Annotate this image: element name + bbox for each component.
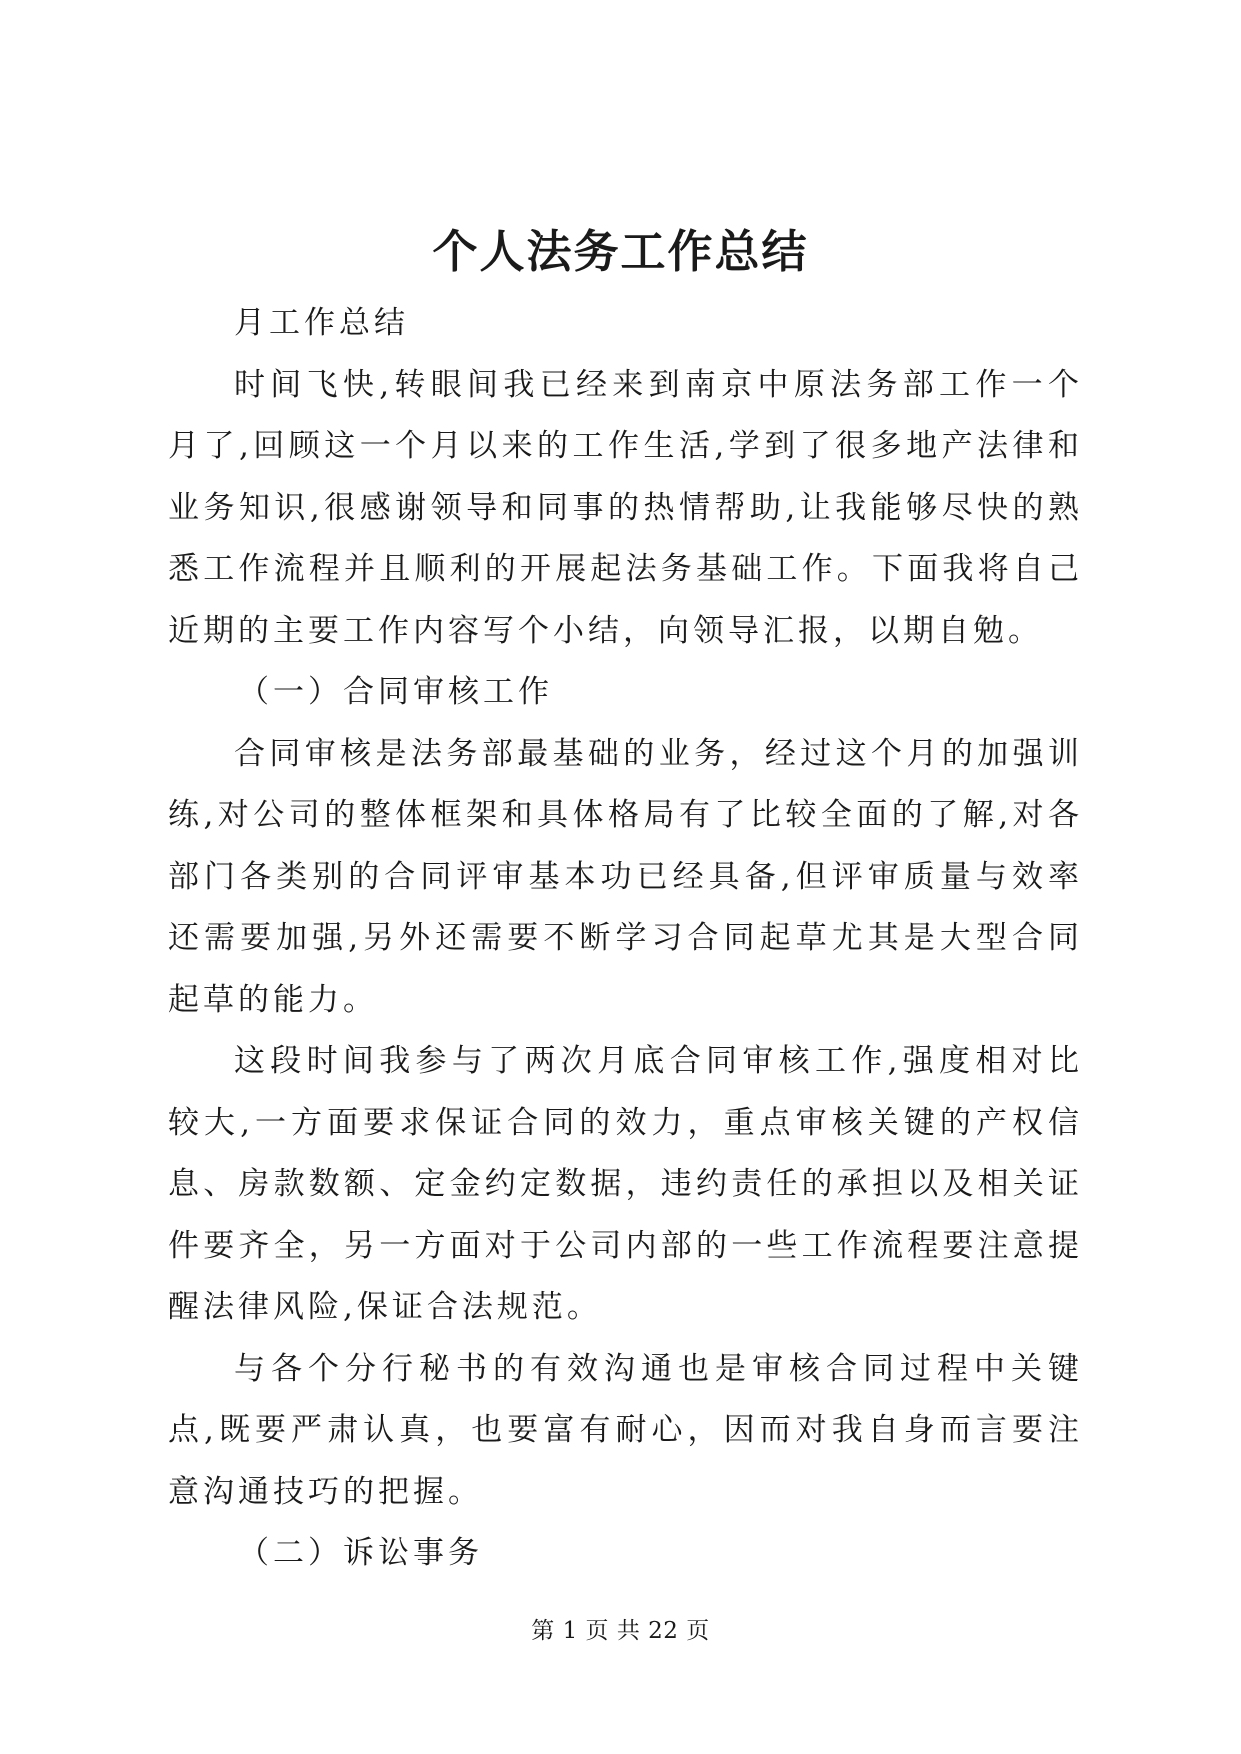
paragraph-contract-review: 合同审核是法务部最基础的业务，经过这个月的加强训练,对公司的整体框架和具体格局有了比较全面的了解,对各部门各类别的合同评审基本功已经具备,但评审质量与效率还需要加强,另外还需要不断学习合同起草尤其是大型合同起草的能力。 — [168, 735, 1083, 1018]
page-number-footer: 第 1 页 共 22 页 — [531, 1618, 710, 1644]
paragraph-month-end-review: 这段时间我参与了两次月底合同审核工作,强度相对比较大,一方面要求保证合同的效力，重点审核关键的产权信息、房款数额、定金约定数据，违约责任的承担以及相关证件要齐全，另一方面对于公司内部的一些工作流程要注意提醒法律风险,保证合法规范。 — [168, 1043, 1083, 1325]
section-heading-litigation: （二）诉讼事务 — [238, 1535, 483, 1571]
paragraph-subtitle: 月工作总结 — [234, 305, 409, 341]
paragraph-communication: 与各个分行秘书的有效沟通也是审核合同过程中关键点,既要严肃认真，也要富有耐心，因而对我自身而言要注意沟通技巧的把握。 — [168, 1350, 1083, 1510]
section-heading-contract-review: （一）合同审核工作 — [238, 674, 553, 710]
document-title: 个人法务工作总结 — [432, 225, 809, 278]
paragraph-intro: 时间飞快,转眼间我已经来到南京中原法务部工作一个月了,回顾这一个月以来的工作生活,学到了很多地产法律和业务知识,很感谢领导和同事的热情帮助,让我能够尽快的熟悉工作流程并且顺利的开展起法务基础工作。下面我将自己近期的主要工作内容写个小结，向领导汇报，以期自勉。 — [168, 366, 1083, 649]
document-body — [168, 293, 1083, 1585]
